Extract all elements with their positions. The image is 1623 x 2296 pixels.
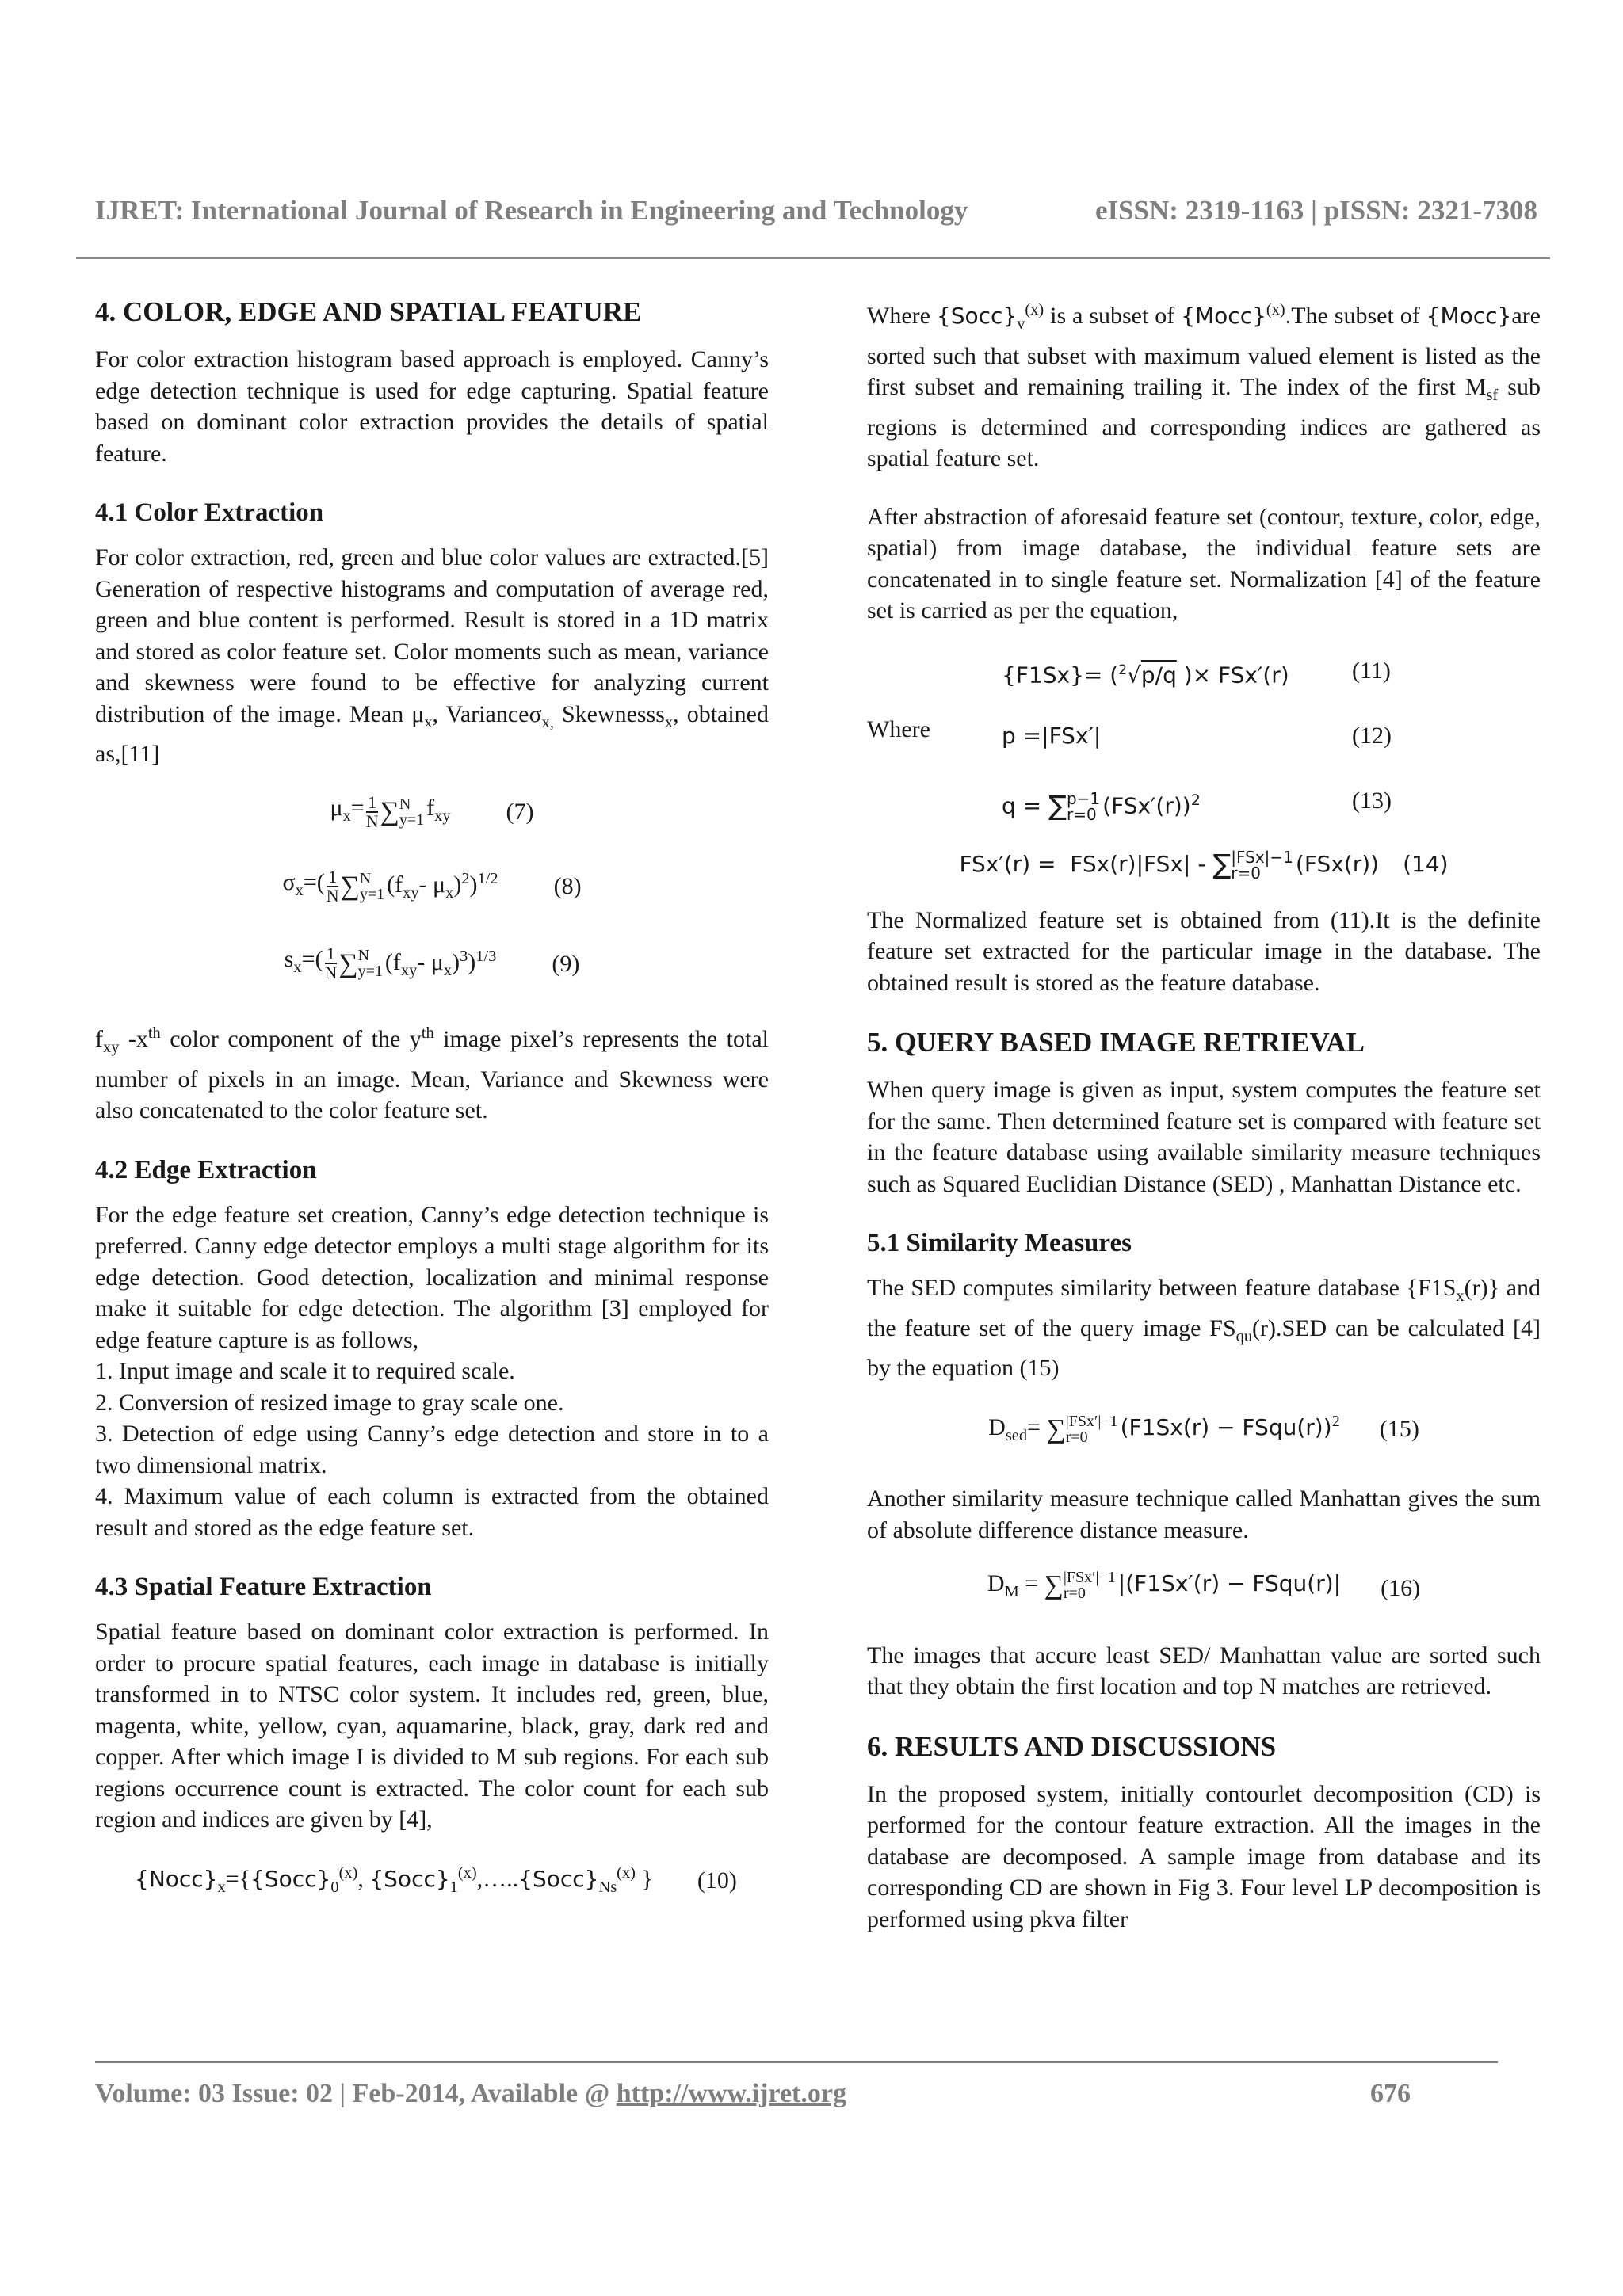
equation-7-number: (7) — [506, 799, 534, 825]
equation-10-number: (10) — [697, 1867, 737, 1894]
manhattan-paragraph: Another similarity measure technique called Manhattan gives the sum of absolute difference distance measure. — [867, 1486, 1541, 1543]
running-footer — [95, 2079, 1411, 2109]
edge-step-1: 1. Input image and scale it to required scale. — [95, 1358, 515, 1384]
volume-info: Volume: 03 Issue: 02 | Feb-2014, Available @ http://www.ijret.org — [95, 2079, 846, 2108]
section-4-3-heading: 4.3 Spatial Feature Extraction — [95, 1573, 432, 1601]
footer-rule — [95, 2061, 1498, 2063]
section-5-paragraph: When query image is given as input, system computes the feature set for the same. Then determined feature set is compared with feature set in the feature database using available similarity measure techniques such as Squared Euclidian Distance (SED) , Manhattan Distance etc. — [867, 1077, 1541, 1197]
retrieval-paragraph: The images that accure least SED/ Manhattan value are sorted such that they obtain the first location and top N matches are retrieved. — [867, 1642, 1541, 1699]
header-rule — [76, 257, 1550, 259]
edge-step-2: 2. Conversion of resized image to gray scale one. — [95, 1389, 564, 1416]
section-4-intro: For color extraction histogram based approach is employed. Canny’s edge detection technique is used for edge capturing. Spatial feature based on dominant color extraction provides the details of spatial feature. — [95, 346, 769, 467]
normalization-paragraph: After abstraction of aforesaid feature set (contour, texture, color, edge, spatial) from image database, the individual feature sets are concatenated in to single feature set. Normalization [4] of the feature set is carried as per the equation, — [867, 503, 1541, 624]
section-4-1-paragraph: For color extraction, red, green and blue color values are extracted.[5] Generation of respective histograms and computation of average red, green and blue content is performed. Result is stored in a 1D matrix and stored as color feature set. Color moments such as mean, variance and skewness were found to be effective for analyzing current distribution of the image. Mean $\mu_x$, Varianceσ$_{x,}$ Skewnesss$_x$, obtained as,[11] — [95, 544, 769, 767]
section-4-1-heading: 4.1 Color Extraction — [95, 498, 324, 527]
equation-13: q = ∑ p−1 r=0 $(FSx'(r))^2$ — [1002, 788, 1201, 824]
section-6-heading: 6. RESULTS AND DISCUSSIONS — [867, 1730, 1277, 1762]
section-4-2-heading: 4.2 Edge Extraction — [95, 1155, 317, 1184]
equation-14-number: (14) — [1403, 851, 1449, 878]
running-header — [95, 195, 1537, 227]
equation-8: $\sigma_x=$( $\frac{1}{N}$ ∑ N y=1 ($f_{xy}-$ $\mu_x)^2)^{1/2}$ (8) — [282, 866, 582, 906]
section-5-heading: 5. QUERY BASED IMAGE RETRIEVAL — [867, 1027, 1365, 1058]
equation-11: {F1Sx}= ($^2$√p/q )× FSx′(r) — [1002, 661, 1289, 688]
equation-8-number: (8) — [553, 873, 582, 899]
edge-step-3: 3. Detection of edge using Canny’s edge detection and store in to a two dimensional matrix. — [95, 1421, 769, 1478]
equation-9: $s_x=$( $\frac{1}{N}$ ∑ N y=1 ($f_{xy}-$ $\mu_x)^3)^{1/3}$ (9) — [284, 944, 580, 983]
section-5-1-heading: 5.1 Similarity Measures — [867, 1229, 1132, 1257]
section-4-2-paragraph: For the edge feature set creation, Canny’s edge detection technique is preferred. Canny edge detector employs a multi stage algorithm for its edge detection. Good detection, localization and minimal response make it suitable for edge detection. The algorithm [3] employed for edge feature capture is as follows, — [95, 1201, 769, 1353]
where-label: Where — [867, 715, 930, 742]
normalization-equations — [867, 635, 1541, 833]
section-4-1-after-equations: $f_{xy}$ $-x^{th}$ color component of the $y^{th}$ image pixel’s represents the total number of pixels in an image. Mean, Variance and Skewness were also concatenated to the color feature set. — [95, 1024, 769, 1123]
equation-10: $\{Nocc\}_x=\{\{Socc\}_0^{(x)}$, $\{Socc\}_1^{(x)},\dots..\{Socc\}_{Ns}^{(x)}$ } (10) — [135, 1863, 737, 1896]
equation-13-number: (13) — [1352, 787, 1392, 814]
equation-12: p =|FSx′| — [1002, 722, 1102, 749]
spatial-subset-paragraph: Where $\{Socc\}_v^{(x)}$ is a subset of {Mocc}$^{(x)}$.The subset of {Mocc}are sorted such that subset with maximum valued element is listed as the first subset and remaining trailing it. The index of the first $M_{sf}$ sub regions is determined and corresponding indices are gathered as spatial feature set. — [867, 301, 1541, 471]
issn: eISSN: 2319-1163 | pISSN: 2321-7308 — [1094, 195, 1537, 226]
equation-15: $D_{sed}=$ ∑ |FSx′|−1 r=0 (F1Sx(r) − FSqu(r))$^2$ (15) — [988, 1412, 1419, 1446]
normalized-result-paragraph: The Normalized feature set is obtained from (11).It is the definite feature set extracted for the particular image in the database. The obtained result is stored as the feature database. — [867, 906, 1541, 996]
equation-15-number: (15) — [1379, 1415, 1419, 1442]
equation-14: FSx′(r) = FSx(r)|FSx| - ∑ |FSx|−1 r=0 (FSx(r)) (14) — [959, 847, 1449, 883]
equation-7: $\mu_x=$ $\frac{1}{N}$ ∑ N y=1 $f_{xy}$ (7) — [330, 791, 534, 831]
section-5-1-paragraph: The SED computes similarity between feature database $\{F1S_x(r)\}$ and the feature set of the query image $FS_{qu}(r).SED$ can be calculated [4] by the equation (15) — [867, 1275, 1541, 1381]
equation-12-number: (12) — [1352, 722, 1392, 749]
journal-name: IJRET: International Journal of Research in Engineering and Technology — [95, 195, 968, 226]
equation-9-number: (9) — [552, 950, 580, 977]
equation-16-number: (16) — [1381, 1574, 1421, 1601]
left-column — [95, 295, 769, 1935]
section-4-heading: 4. COLOR, EDGE AND SPATIAL FEATURE — [95, 296, 642, 327]
equation-16: $D_M$ = ∑ |FSx′|−1 r=0 |(F1Sx′(r) − FSqu(r)| (16) — [987, 1569, 1421, 1603]
journal-link[interactable]: http://www.ijret.org — [616, 2079, 846, 2108]
right-column — [867, 295, 1541, 1962]
edge-step-4: 4. Maximum value of each column is extracted from the obtained result and stored as the edge feature set. — [95, 1483, 769, 1541]
section-6-paragraph: In the proposed system, initially contourlet decomposition (CD) is performed for the contour feature extraction. All the images in the database are decomposed. A sample image from database and its corresponding CD are shown in Fig 3. Four level LP decomposition is performed using pkva filter — [867, 1780, 1541, 1932]
equation-11-number: (11) — [1352, 657, 1391, 684]
section-4-3-paragraph: Spatial feature based on dominant color extraction is performed. In order to procure spatial features, each image in database is initially transformed in to NTSC color system. It includes red, green, blue, magenta, white, yellow, cyan, aquamarine, black, gray, dark red and copper. After which image I is divided to M sub regions. For each sub regions occurrence count is extracted. The color count for each sub region and indices are given by [4], — [95, 1619, 769, 1833]
page-number: 676 — [1370, 2079, 1411, 2108]
